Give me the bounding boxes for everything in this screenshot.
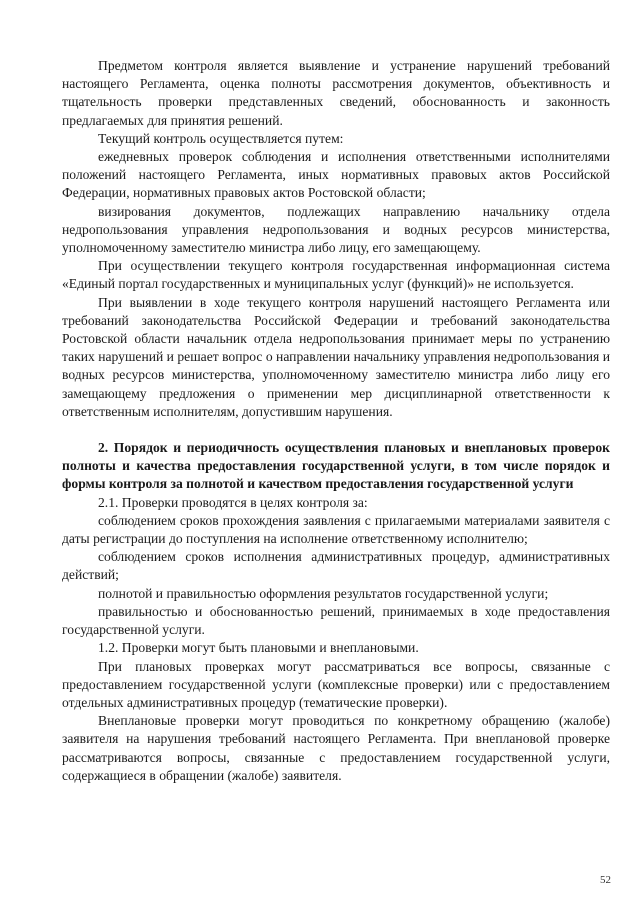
paragraph-check-types: 1.2. Проверки могут быть плановыми и внеплановыми. [98,640,419,656]
paragraph-deadlines-procedures: соблюдением сроков исполнения административных процедур, административных действий; [62,549,610,583]
paragraph-checks-purpose: 2.1. Проверки проводятся в целях контроля за: [98,494,368,510]
paragraph-completeness: полнотой и правильностью оформления результатов государственной услуги; [98,585,549,601]
paragraph-decisions: правильностью и обоснованностью решений, принимаемых в ходе предоставления государственной услуги. [62,603,610,638]
paragraph-unplanned-checks: Внеплановые проверки могут проводиться по конкретному обращению (жалобе) заявителя на нарушения требований настоящего Регламента. При внеплановой проверке рассматриваются вопросы, связанные с предоставлением государственной услуги, содержащиеся в обращении (жалобе) заявителя. [62,713,610,783]
paragraph-daily-checks: ежедневных проверок соблюдения и исполнения ответственными исполнителями положений настоящего Регламента, иных нормативных правовых актов Российской Федерации, нормативных правовых актов Ростовской области; [62,149,610,201]
section-heading: 2. Порядок и периодичность осуществления плановых и внеплановых проверок полноты и качества предоставления государственной услуги, в том числе порядок и формы контроля за полнотой и качеством предоставления государственной услуги [62,440,610,492]
document-page [62,57,610,785]
page-number: 52 [600,874,611,886]
paragraph-deadlines-application: соблюдением сроков прохождения заявления с прилагаемыми материалами заявителя с даты регистрации до поступления на исполнение ответственному исполнителю; [62,512,610,547]
paragraph-current-control: Текущий контроль осуществляется путем: [98,130,344,146]
paragraph-document-approval: визирования документов, подлежащих направлению начальнику отдела недропользования управления недропользования и водных ресурсов министерства, уполномоченному заместителю министра либо лицу, его замещающему. [62,203,610,256]
paragraph-control-subject: Предметом контроля является выявление и устранение нарушений требований настоящего Регламента, оценка полноты рассмотрения документов, объективность и тщательность проверки представленных сведений, обоснованность и законность предлагаемых для принятия решений. [62,58,610,128]
paragraph-violations: При выявлении в ходе текущего контроля нарушений настоящего Регламента или требований законодательства Российской Федерации и требований законодательства Ростовской области начальник отдела недропользования принимает меры по устранению таких нарушений и решает вопрос о направлении начальнику управления недропользования и водных ресурсов министерства, уполномоченному заместителю министра либо лицу его замещающему предложения о применении мер дисциплинарной ответственности к ответственным исполнителям, допустившим нарушения. [62,294,610,419]
paragraph-portal-not-used: При осуществлении текущего контроля государственная информационная система «Единый портал государственных и муниципальных услуг (функций)» не используется. [62,258,610,292]
paragraph-planned-checks: При плановых проверках могут рассматриваться все вопросы, связанные с предоставлением государственной услуги (комплексные проверки) или с предоставлением отдельных административных процедур (тематические проверки). [62,658,610,710]
